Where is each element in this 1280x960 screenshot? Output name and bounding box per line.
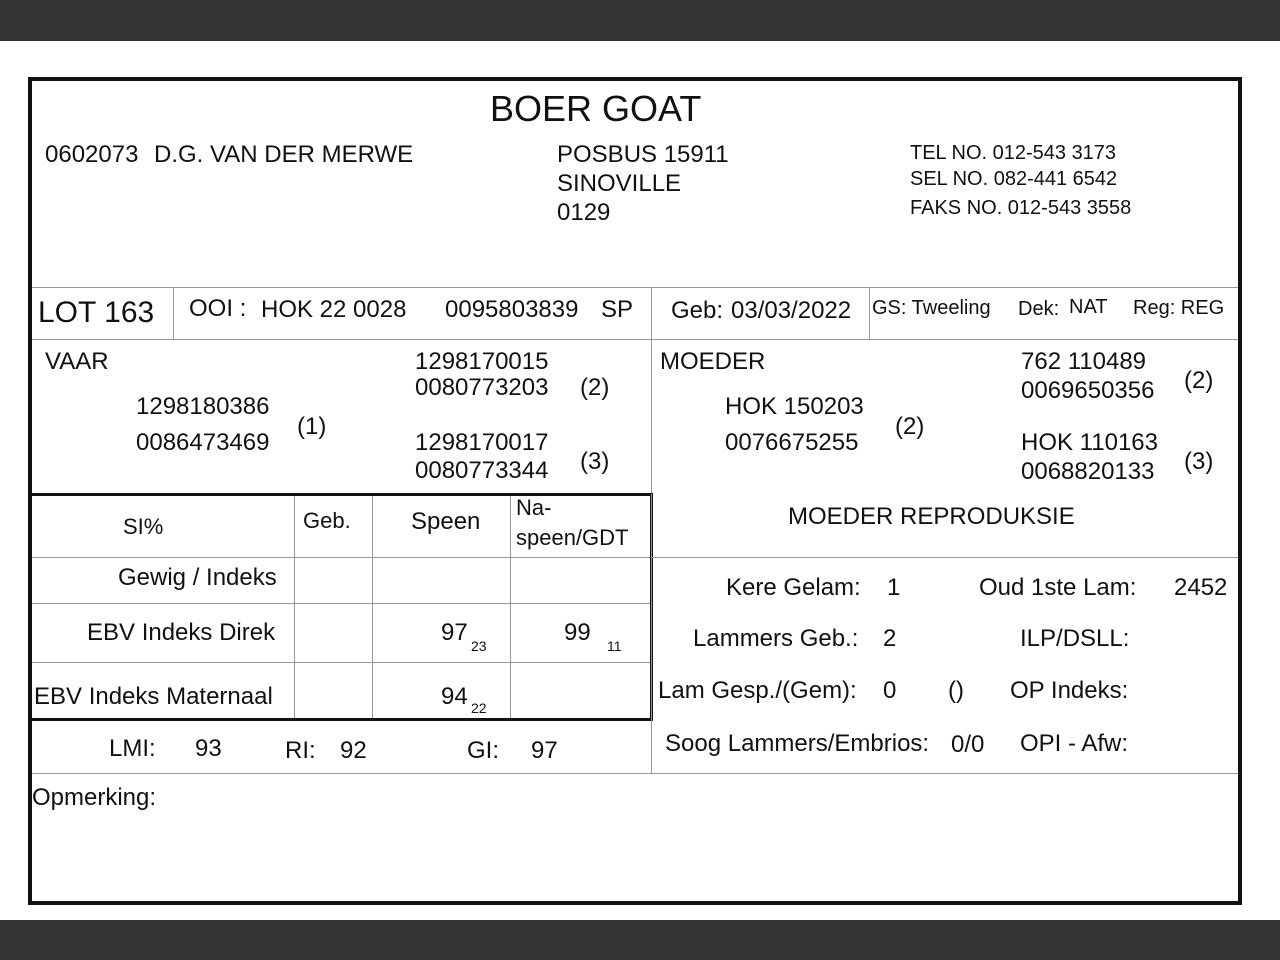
oud-1ste-lam-value: 2452 xyxy=(1174,574,1228,601)
moeder-sire-id: 762 110489 xyxy=(1021,348,1147,375)
vaar-number: 0086473469 xyxy=(136,429,270,456)
ilp-dsll-label: ILP/DSLL: xyxy=(1020,625,1130,652)
moeder-dam-id: HOK 110163 xyxy=(1021,429,1158,456)
perf-row-line-1 xyxy=(32,557,650,558)
kere-gelam-label: Kere Gelam: xyxy=(726,574,861,601)
pedigree-divider xyxy=(651,339,652,494)
breeder-code: 0602073 xyxy=(45,141,139,168)
gi-label: GI: xyxy=(467,737,500,764)
vaar-marker: (1) xyxy=(297,413,327,440)
card-border-bottom xyxy=(28,901,1238,905)
header-naspeen-1: Na- xyxy=(516,495,552,520)
lammers-geb-label: Lammers Geb.: xyxy=(693,625,859,652)
soog-lammers-label: Soog Lammers/Embrios: xyxy=(665,730,930,757)
vaar-id: 1298180386 xyxy=(136,393,270,420)
lot-divider-1 xyxy=(173,287,174,339)
moeder-dam-number: 0068820133 xyxy=(1021,458,1155,485)
faks-number: FAKS NO. 012-543 3558 xyxy=(910,197,1132,219)
row-direk-label: EBV Indeks Direk xyxy=(87,619,276,646)
perf-table-top xyxy=(32,493,653,496)
lmi-label: LMI: xyxy=(109,735,156,762)
opmerking-label: Opmerking: xyxy=(32,784,157,811)
moeder-sire-marker: (2) xyxy=(1184,367,1214,394)
ooi-id: HOK 22 0028 xyxy=(261,296,407,323)
header-speen: Speen xyxy=(411,508,481,535)
oud-1ste-lam-label: Oud 1ste Lam: xyxy=(979,574,1137,601)
tel-number: TEL NO. 012-543 3173 xyxy=(910,142,1117,164)
repro-header-line xyxy=(651,557,1238,558)
maternaal-speen-value: 94 xyxy=(441,683,468,710)
gi-value: 97 xyxy=(531,737,558,764)
vaar-label: VAAR xyxy=(45,348,109,375)
perf-row-line-3 xyxy=(32,662,650,663)
dek-value: NAT xyxy=(1069,296,1108,318)
vaar-dam-marker: (3) xyxy=(580,448,610,475)
card-border-left xyxy=(28,77,32,905)
ri-value: 92 xyxy=(340,737,367,764)
vaar-sire-marker: (2) xyxy=(580,374,610,401)
perf-col-line-2 xyxy=(372,496,373,718)
maternaal-speen-sub: 22 xyxy=(471,700,487,716)
repro-divider xyxy=(651,494,652,774)
row-gewig-label: Gewig / Indeks xyxy=(118,564,277,591)
ooi-class: SP xyxy=(601,296,634,323)
header-si: SI% xyxy=(123,514,164,539)
perf-col-line-1 xyxy=(294,496,295,718)
moeder-marker: (2) xyxy=(895,413,925,440)
vaar-dam-number: 0080773344 xyxy=(415,457,549,484)
lam-gesp-gem-value: () xyxy=(948,677,964,704)
lammers-geb-value: 2 xyxy=(883,625,897,652)
lot-row-bottom-line xyxy=(32,339,1238,340)
direk-speen-sub: 23 xyxy=(471,638,487,654)
kere-gelam-value: 1 xyxy=(887,574,901,601)
ri-label: RI: xyxy=(285,737,316,764)
breeder-name: D.G. VAN DER MERWE xyxy=(154,141,414,168)
geb-label: Geb: xyxy=(671,297,724,324)
sel-number: SEL NO. 082-441 6542 xyxy=(910,168,1118,190)
reg-status: Reg: REG xyxy=(1133,297,1225,319)
soog-lammers-value: 0/0 xyxy=(951,731,985,758)
lot-row-top-line xyxy=(32,287,1238,288)
perf-row-line-2 xyxy=(32,603,650,604)
op-indeks-label: OP Indeks: xyxy=(1010,677,1129,704)
direk-naspeen-sub: 11 xyxy=(607,638,622,654)
address-line-3: 0129 xyxy=(557,199,611,226)
opi-afw-label: OPI - Afw: xyxy=(1020,730,1129,757)
lam-gesp-value: 0 xyxy=(883,677,897,704)
moeder-sire-number: 0069650356 xyxy=(1021,377,1155,404)
card-border-top xyxy=(28,77,1242,81)
index-row-bottom-line xyxy=(32,773,1238,774)
ooi-number: 0095803839 xyxy=(445,296,579,323)
moeder-dam-marker: (3) xyxy=(1184,448,1214,475)
header-geb: Geb. xyxy=(303,508,351,533)
address-line-2: SINOVILLE xyxy=(557,170,682,197)
vaar-sire-number: 0080773203 xyxy=(415,374,549,401)
direk-naspeen-value: 99 xyxy=(564,619,591,646)
perf-table-bottom xyxy=(32,718,653,721)
vaar-sire-id: 1298170015 xyxy=(415,348,549,375)
lot-divider-2 xyxy=(651,287,652,339)
repro-title: MOEDER REPRODUKSIE xyxy=(788,503,1075,530)
moeder-id: HOK 150203 xyxy=(725,393,864,420)
address-line-1: POSBUS 15911 xyxy=(557,141,729,168)
dek-label: Dek: xyxy=(1018,298,1060,320)
page-title: BOER GOAT xyxy=(490,88,702,129)
geb-value: 03/03/2022 xyxy=(731,297,852,324)
lmi-value: 93 xyxy=(195,735,222,762)
card-border-right xyxy=(1238,77,1242,905)
ooi-label: OOI : xyxy=(189,295,247,322)
row-maternaal-label: EBV Indeks Maternaal xyxy=(34,683,273,710)
moeder-label: MOEDER xyxy=(660,348,766,375)
lam-gesp-label: Lam Gesp./(Gem): xyxy=(658,677,857,704)
gs-status: GS: Tweeling xyxy=(872,297,991,319)
vaar-dam-id: 1298170017 xyxy=(415,429,549,456)
header-naspeen-2: speen/GDT xyxy=(516,525,629,550)
lot-number: LOT 163 xyxy=(38,296,155,329)
moeder-number: 0076675255 xyxy=(725,429,859,456)
perf-col-line-3 xyxy=(510,496,511,718)
direk-speen-value: 97 xyxy=(441,619,468,646)
lot-divider-3 xyxy=(869,287,870,339)
